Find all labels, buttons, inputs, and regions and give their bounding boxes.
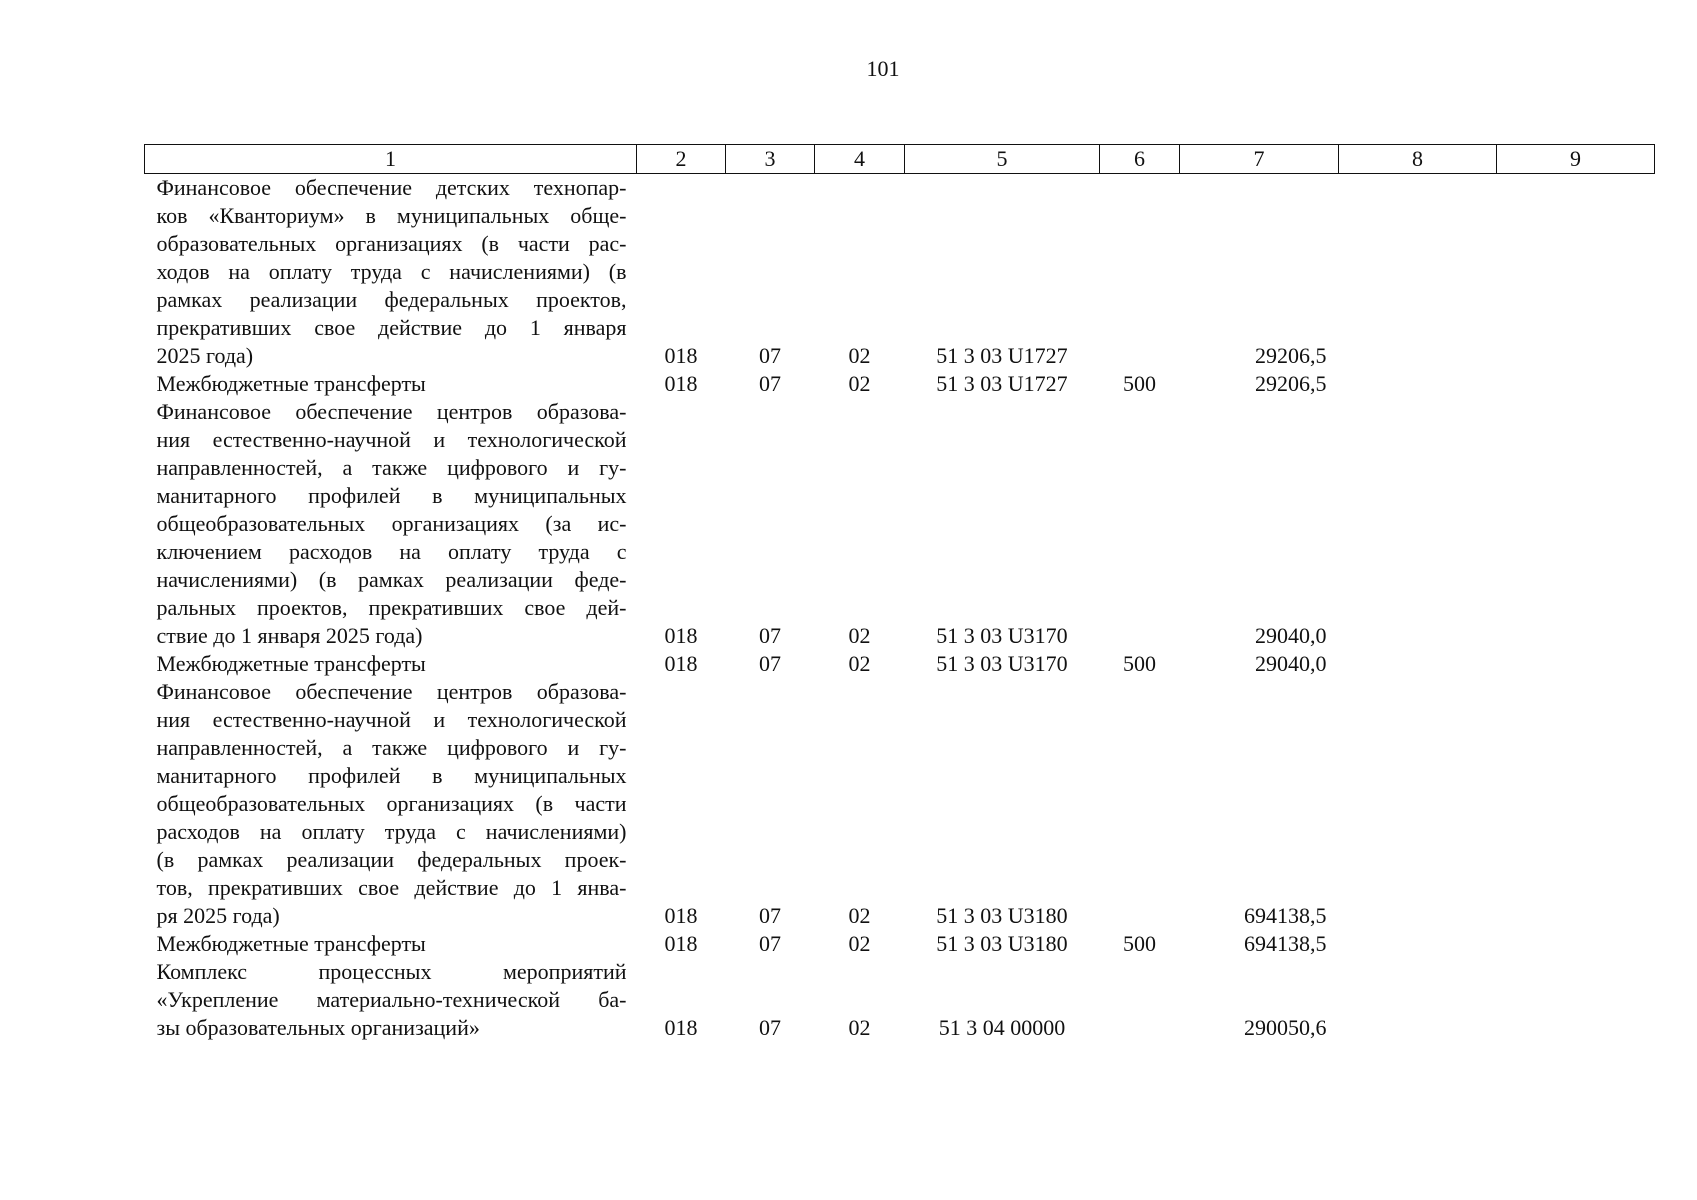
row-name-line: расходов на оплату труда с начислениями) — [156, 819, 627, 844]
amount-cell: 29206,5 — [1255, 371, 1327, 396]
section-code-cell: 07 — [759, 1015, 781, 1040]
row-name-line: манитарного профилей в муниципальных — [156, 483, 627, 508]
amount-2-cell — [1339, 398, 1497, 650]
table-row — [145, 650, 1655, 678]
row-name-line: рамках реализации федеральных проектов, — [156, 287, 627, 312]
table-row — [145, 958, 1655, 1042]
target-article-cell: 51 3 03 U3170 — [936, 623, 1068, 648]
subsection-code-cell: 02 — [848, 1015, 871, 1040]
department-code-cell: 018 — [664, 1015, 698, 1040]
row-name-line: Комплекс процессных мероприятий — [156, 959, 627, 984]
amount-cell: 29206,5 — [1255, 343, 1327, 368]
section-code-cell: 07 — [759, 931, 781, 956]
expense-type-cell: 500 — [1123, 651, 1156, 676]
amount-2-cell — [1339, 930, 1497, 958]
row-name-line: направленностей, а также цифрового и гу- — [156, 455, 627, 480]
column-header-6: 6 — [1100, 145, 1180, 174]
amount-cell: 29040,0 — [1255, 651, 1327, 676]
expense-type-cell — [1100, 958, 1180, 1042]
row-name-line: ния естественно-научной и технологической — [156, 707, 627, 732]
section-code-cell: 07 — [759, 903, 781, 928]
row-name-line: образовательных организациях (в части рас- — [156, 231, 627, 256]
subsection-code-cell: 02 — [848, 623, 871, 648]
table-row — [145, 370, 1655, 398]
column-header-4: 4 — [815, 145, 905, 174]
row-name-line: зы образовательных организаций» — [156, 1015, 480, 1040]
amount-2-cell — [1339, 958, 1497, 1042]
row-name-line: 2025 года) — [156, 343, 254, 368]
subsection-code-cell: 02 — [848, 343, 871, 368]
table-row — [145, 174, 1655, 371]
table-body — [145, 174, 1655, 1043]
section-code-cell: 07 — [759, 623, 781, 648]
header-row — [145, 145, 1655, 174]
department-code-cell: 018 — [664, 651, 698, 676]
expense-type-cell — [1100, 398, 1180, 650]
row-name-line: Финансовое обеспечение центров образова- — [156, 399, 627, 424]
row-name-line: Межбюджетные трансферты — [156, 651, 426, 676]
column-header-1: 1 — [145, 145, 637, 174]
amount-2-cell — [1339, 678, 1497, 930]
row-name-line: направленностей, а также цифрового и гу- — [156, 735, 627, 760]
target-article-cell: 51 3 03 U1727 — [936, 343, 1068, 368]
section-code-cell: 07 — [759, 343, 781, 368]
amount-cell: 29040,0 — [1255, 623, 1327, 648]
expense-type-cell — [1100, 174, 1180, 371]
department-code-cell: 018 — [664, 623, 698, 648]
row-name-line: ря 2025 года) — [156, 903, 280, 928]
table-header — [145, 145, 1655, 174]
row-name-cell — [145, 930, 637, 958]
expense-type-cell — [1100, 678, 1180, 930]
department-code-cell: 018 — [664, 343, 698, 368]
row-name-cell — [145, 398, 637, 650]
subsection-code-cell: 02 — [848, 903, 871, 928]
row-name-line: манитарного профилей в муниципальных — [156, 763, 627, 788]
page-number: 101 — [866, 56, 900, 81]
row-name-line: Финансовое обеспечение центров образова- — [156, 679, 627, 704]
column-header-2: 2 — [637, 145, 726, 174]
table-row — [145, 678, 1655, 930]
row-name-line: (в рамках реализации федеральных проек- — [156, 847, 627, 872]
subsection-code-cell: 02 — [848, 931, 871, 956]
amount-cell: 290050,6 — [1244, 1015, 1327, 1040]
amount-3-cell — [1497, 174, 1655, 371]
column-header-9: 9 — [1497, 145, 1655, 174]
row-name-line: общеобразовательных организациях (в части — [156, 791, 627, 816]
amount-2-cell — [1339, 650, 1497, 678]
section-code-cell: 07 — [759, 651, 781, 676]
row-name-line: ков «Кванториум» в муниципальных обще- — [156, 203, 627, 228]
row-name-line: ходов на оплату труда с начислениями) (в — [156, 259, 627, 284]
row-name-line: тов, прекративших свое действие до 1 янва- — [156, 875, 627, 900]
target-article-cell: 51 3 03 U3180 — [936, 903, 1068, 928]
table-row — [145, 930, 1655, 958]
amount-2-cell — [1339, 370, 1497, 398]
amount-cell: 694138,5 — [1244, 931, 1327, 956]
department-code-cell: 018 — [664, 371, 698, 396]
target-article-cell: 51 3 03 U3170 — [936, 651, 1068, 676]
amount-2-cell — [1339, 174, 1497, 371]
section-code-cell: 07 — [759, 371, 781, 396]
row-name-line: ствие до 1 января 2025 года) — [156, 623, 423, 648]
target-article-cell: 51 3 04 00000 — [938, 1015, 1066, 1040]
row-name-line: ключением расходов на оплату труда с — [156, 539, 627, 564]
row-name-line: прекративших свое действие до 1 января — [156, 315, 627, 340]
amount-3-cell — [1497, 678, 1655, 930]
row-name-line: начислениями) (в рамках реализации феде- — [156, 567, 627, 592]
amount-3-cell — [1497, 958, 1655, 1042]
department-code-cell: 018 — [664, 903, 698, 928]
row-name-cell — [145, 174, 637, 371]
row-name-line: общеобразовательных организациях (за ис- — [156, 511, 627, 536]
department-code-cell: 018 — [664, 931, 698, 956]
row-name-line: Финансовое обеспечение детских технопар- — [156, 175, 627, 200]
expense-type-cell: 500 — [1123, 371, 1156, 396]
table-row — [145, 398, 1655, 650]
expense-type-cell: 500 — [1123, 931, 1156, 956]
column-header-8: 8 — [1339, 145, 1497, 174]
row-name-line: «Укрепление материально-технической ба- — [156, 987, 627, 1012]
row-name-cell — [145, 650, 637, 678]
amount-cell: 694138,5 — [1244, 903, 1327, 928]
row-name-line: ральных проектов, прекративших свое дей- — [156, 595, 627, 620]
target-article-cell: 51 3 03 U3180 — [936, 931, 1068, 956]
column-header-5: 5 — [905, 145, 1100, 174]
amount-3-cell — [1497, 930, 1655, 958]
row-name-cell — [145, 678, 637, 930]
subsection-code-cell: 02 — [848, 651, 871, 676]
subsection-code-cell: 02 — [848, 371, 871, 396]
amount-3-cell — [1497, 650, 1655, 678]
column-header-3: 3 — [726, 145, 815, 174]
column-header-7: 7 — [1180, 145, 1339, 174]
amount-3-cell — [1497, 370, 1655, 398]
target-article-cell: 51 3 03 U1727 — [936, 371, 1068, 396]
amount-3-cell — [1497, 398, 1655, 650]
row-name-line: ния естественно-научной и технологической — [156, 427, 627, 452]
row-name-line: Межбюджетные трансферты — [156, 371, 426, 396]
row-name-cell — [145, 370, 637, 398]
row-name-line: Межбюджетные трансферты — [156, 931, 426, 956]
row-name-cell — [145, 958, 637, 1042]
budget-table — [144, 144, 1655, 1042]
